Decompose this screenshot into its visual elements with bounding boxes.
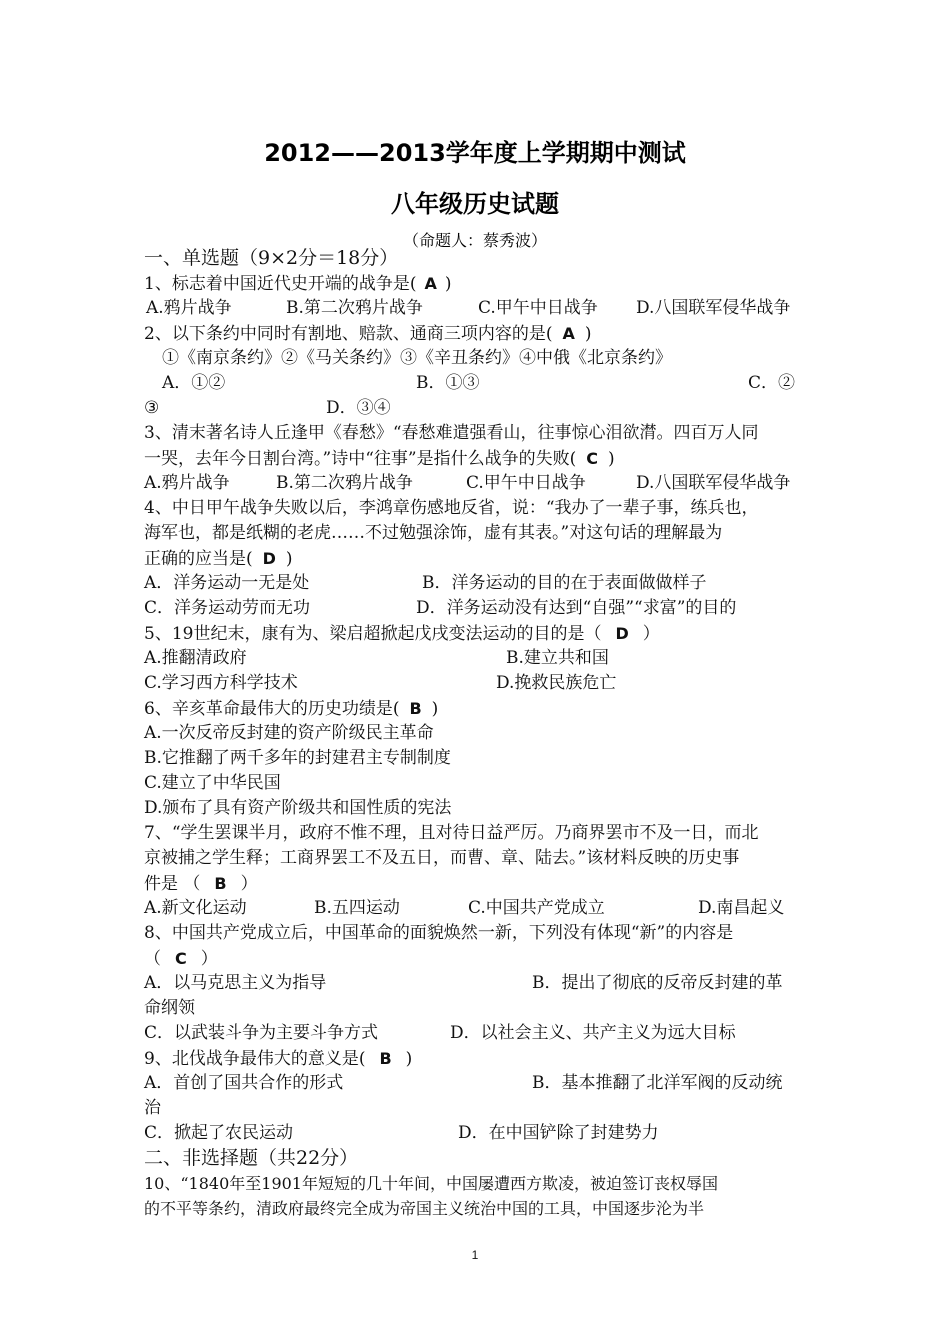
option: D.南昌起义 — [698, 898, 785, 918]
page-number: 1 — [471, 1248, 479, 1262]
option: A.一次反帝反封建的资产阶级民主革命 — [144, 723, 434, 743]
question-stem: 3、清末著名诗人丘逢甲《春愁》“春愁难遣强看山，往事惊心泪欲潸。四百万人同 — [144, 423, 759, 443]
answer: D — [262, 549, 276, 568]
question-stem: 2、以下条约中同时有割地、赔款、通商三项内容的是( A ) — [144, 324, 592, 344]
answer: C — [175, 949, 187, 968]
option: A.鸦片战争 — [144, 473, 230, 493]
options-row — [144, 571, 810, 596]
option: B.它推翻了两千多年的封建君主专制制度 — [144, 748, 451, 768]
option: B．提出了彻底的反帝反封建的革 — [532, 973, 783, 993]
answer: D — [615, 624, 629, 643]
question-stem: 7、“学生罢课半月，政府不惟不理，且对待日益严厉。乃商界罢市不及一日，而北 — [144, 823, 759, 843]
option: D．③④ — [326, 398, 391, 418]
section-heading: 二、非选择题（共22分） — [144, 1147, 359, 1169]
option: D．在中国铲除了封建势力 — [458, 1123, 659, 1143]
option: C．掀起了农民运动 — [144, 1123, 294, 1143]
question-stem: 6、辛亥革命最伟大的历史功绩是( B ) — [144, 699, 439, 719]
answer: A — [562, 324, 575, 343]
question-items: ①《南京条约》②《马关条约》③《辛丑条约》④中俄《北京条约》 — [162, 348, 672, 368]
option: D．洋务运动没有达到“自强”“求富”的目的 — [416, 598, 737, 618]
option: C.甲午中日战争 — [466, 473, 586, 493]
option: B.第二次鸦片战争 — [286, 298, 423, 318]
option: B.第二次鸦片战争 — [276, 473, 413, 493]
exam-title: 2012——2013学年度上学期期中测试 — [264, 139, 686, 167]
option: C.建立了中华民国 — [144, 773, 281, 793]
option: B．①③ — [416, 373, 480, 393]
options-row — [144, 296, 810, 321]
option: D.颁布了具有资产阶级共和国性质的宪法 — [144, 798, 452, 818]
option: B.建立共和国 — [506, 648, 609, 668]
section-heading: 一、单选题（9×2分＝18分） — [144, 247, 399, 269]
option: C．以武装斗争为主要斗争方式 — [144, 1023, 379, 1043]
question-stem: 5、19世纪末，康有为、梁启超掀起戊戌变法运动的目的是（ D ） — [144, 624, 660, 644]
options-row — [144, 671, 810, 696]
option: B．洋务运动的目的在于表面做做样子 — [422, 573, 707, 593]
option: A．①② — [162, 373, 226, 393]
answer: C — [586, 449, 598, 468]
option: A．洋务运动一无是处 — [144, 573, 310, 593]
question-stem: 的不平等条约，清政府最终完全成为帝国主义统治中国的工具，中国逐步沦为半 — [144, 1199, 705, 1218]
option: C．洋务运动劳而无功 — [144, 598, 311, 618]
option: C.中国共产党成立 — [468, 898, 605, 918]
question-stem: 1、标志着中国近代史开端的战争是( A ) — [144, 274, 452, 294]
options-row — [144, 1021, 810, 1046]
options-row — [144, 646, 810, 671]
question-stem: （ C ） — [144, 949, 218, 969]
options-row — [144, 371, 810, 396]
question-stem: 正确的应当是( D ) — [144, 549, 293, 569]
option: D.八国联军侵华战争 — [636, 298, 791, 318]
question-stem: 4、中日甲午战争失败以后，李鸿章伤感地反省，说：“我办了一辈子事，练兵也， — [144, 498, 759, 518]
question-stem: 一哭，去年今日割台湾。”诗中“往事”是指什么战争的失败( C ) — [144, 449, 615, 469]
options-row — [144, 596, 810, 621]
option: C.甲午中日战争 — [478, 298, 598, 318]
answer: A — [424, 274, 437, 293]
question-stem: 件是 （ B ） — [144, 874, 258, 894]
option: D.挽救民族危亡 — [496, 673, 617, 693]
answer: B — [379, 1049, 392, 1068]
question-stem: 10、“1840年至1901年短短的几十年间，中国屡遭西方欺凌，被迫签订丧权辱国 — [144, 1174, 718, 1193]
option: B．基本推翻了北洋军阀的反动统 — [532, 1073, 783, 1093]
option: A.鸦片战争 — [146, 298, 232, 318]
options-row — [144, 971, 810, 996]
question-stem: 8、中国共产党成立后，中国革命的面貌焕然一新，下列没有体现“新”的内容是 — [144, 923, 734, 943]
exam-subtitle: 八年级历史试题 — [391, 190, 559, 218]
answer: B — [409, 699, 422, 718]
option: D.八国联军侵华战争 — [636, 473, 791, 493]
option: D．以社会主义、共产主义为远大目标 — [450, 1023, 736, 1043]
option: A．首创了国共合作的形式 — [144, 1073, 344, 1093]
option: A.新文化运动 — [144, 898, 247, 918]
options-row — [144, 396, 810, 421]
options-row — [144, 1071, 810, 1096]
question-stem: 海军也，都是纸糊的老虎……不过勉强涂饰，虚有其表。”对这句话的理解最为 — [144, 523, 723, 543]
exam-author: （命题人：蔡秀波） — [402, 231, 547, 250]
option: A．以马克思主义为指导 — [144, 973, 327, 993]
exam-body — [144, 246, 810, 1221]
question-stem: 9、北伐战争最伟大的意义是( B ) — [144, 1049, 413, 1069]
options-row — [144, 471, 810, 496]
answer: B — [214, 874, 227, 893]
option: C.学习西方科学技术 — [144, 673, 298, 693]
options-row — [144, 896, 810, 921]
options-row — [144, 1121, 810, 1146]
option: ③ — [144, 398, 160, 418]
option: A.推翻清政府 — [144, 648, 247, 668]
option-continued: 治 — [144, 1098, 161, 1118]
option-continued: 命纲领 — [144, 998, 195, 1018]
option: C．② — [748, 373, 796, 393]
question-stem: 京被捕之学生释；工商界罢工不及五日，而曹、章、陆去。”该材料反映的历史事 — [144, 848, 740, 868]
option: B.五四运动 — [314, 898, 400, 918]
